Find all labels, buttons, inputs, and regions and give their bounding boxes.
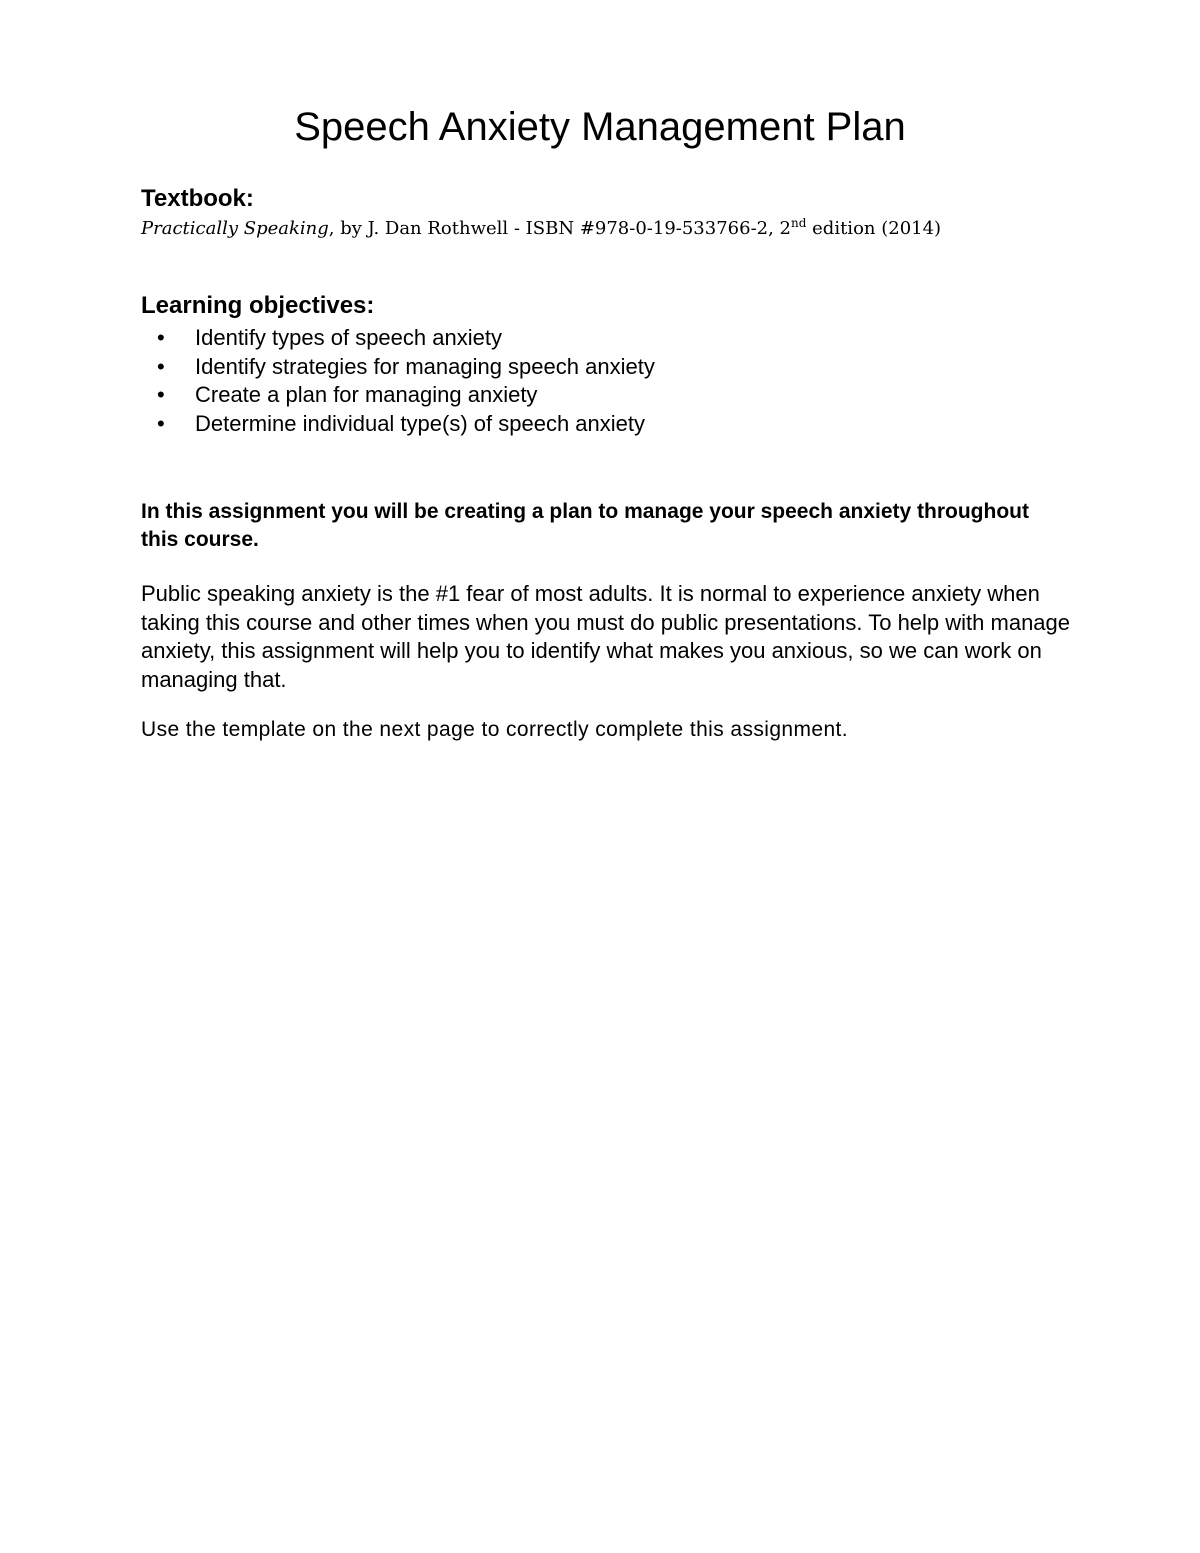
assignment-intro: In this assignment you will be creating a plan to manage your speech anxiety throughout this course. [141,500,1029,551]
objective-text: Determine individual type(s) of speech anxiety [195,410,646,436]
list-item [141,324,1071,353]
list-item [141,353,1071,382]
objective-text: Create a plan for managing anxiety [195,382,538,407]
book-title: Practically Speaking [141,218,329,239]
textbook-heading: Textbook: [141,185,254,212]
learning-objectives-section [141,290,1071,438]
document-body [141,183,1071,744]
list-item [141,410,1071,439]
objective-text: Identify strategies for managing speech anxiety [195,353,655,379]
page-title: Speech Anxiety Management Plan [294,105,906,149]
citation-edition: edition (2014) [806,218,942,239]
bullet-icon: • [157,353,165,379]
bullet-icon: • [157,410,165,436]
learning-objectives-heading: Learning objectives: [141,292,375,319]
edition-superscript: nd [791,216,807,230]
list-item [141,381,1071,410]
bullet-icon: • [157,325,165,350]
textbook-citation [141,215,1071,243]
anxiety-paragraph: Public speaking anxiety is the #1 fear of most adults. It is normal to experience anxiety when taking this course and other times when you must do public presentations. To help with manage anxiety, this assignment will help you to identify what makes you anxious, so we can work on managing that. [141,581,1071,692]
objectives-list [141,324,1071,438]
objective-text: Identify types of speech anxiety [195,325,502,350]
textbook-section [141,183,1071,243]
bullet-icon: • [157,382,165,407]
citation-text: , by J. Dan Rothwell - ISBN #978-0-19-533766-2, 2 [328,218,791,239]
closing-instruction: Use the template on the next page to correctly complete this assignment. [141,718,848,741]
